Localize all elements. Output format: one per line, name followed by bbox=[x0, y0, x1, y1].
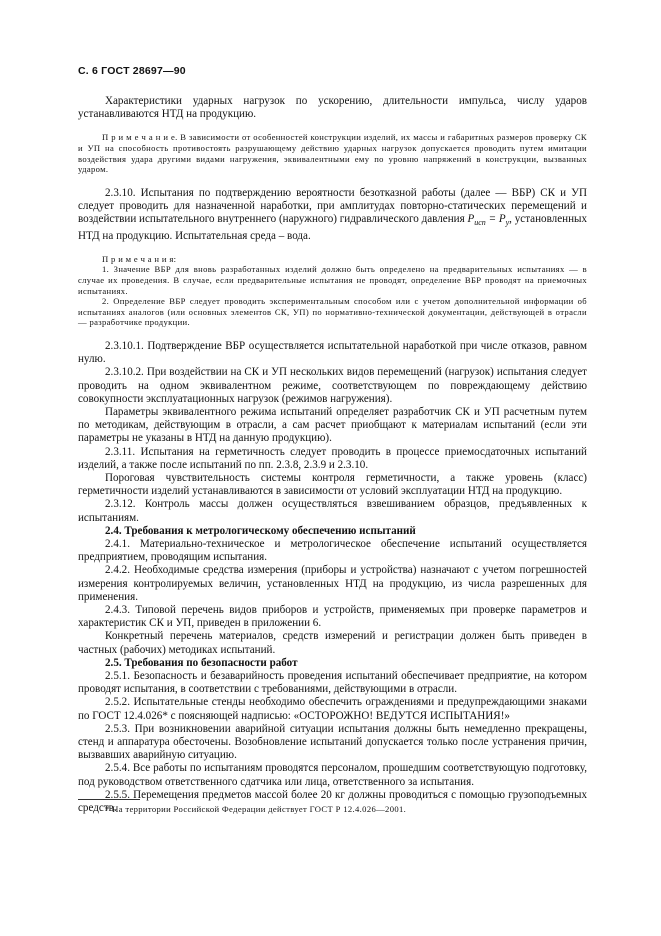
paragraph-2-4-3: 2.4.3. Типовой перечень видов приборов и устройств, применяемых при проверке параметров и характеристик СК и УП, приведен в приложении 6. bbox=[78, 604, 587, 630]
paragraph-2-3-12: 2.3.12. Контроль массы должен осуществляться взвешиванием образцов, предъявленных к испытаниям. bbox=[78, 498, 587, 524]
paragraph-equivalent-mode: Параметры эквивалентного режима испытаний определяет разработчик СК и УП расчетным путем по методикам, действующим в отрасли, а сам расчет приобщают к материалам испытаний (если эти параметры не указаны в НТД на данную продукцию). bbox=[78, 405, 587, 445]
section-heading-2-5: 2.5. Требования по безопасности работ bbox=[105, 656, 298, 669]
paragraph-2-3-10 bbox=[78, 187, 587, 243]
paragraph-2-4-1: 2.4.1. Материально-техническое и метрологическое обеспечение испытаний осуществляется предприятием, проводящим испытания. bbox=[78, 538, 587, 564]
note-impact-simulation: П р и м е ч а н и е. В зависимости от особенностей конструкции изделий, их массы и габаритных размеров проверку СК и УП на способность противостоять разрушающему действию ударных нагрузок допускается проводить путем имитации воздействия удара другими видами нагружения, эквивалентными ему по уровню напряжений в конструкции, вызванных ударом. bbox=[78, 132, 587, 175]
paragraph-2-5-1: 2.5.1. Безопасность и безаварийность проведения испытаний обеспечивает предприятие, на котором проводят испытания, в соответствии с требованиями, действующими в отрасли. bbox=[78, 670, 587, 696]
document-body bbox=[78, 95, 587, 815]
paragraph-2-5-5: 2.5.5. Перемещения предметов массой более 20 кг должны проводиться с помощью грузоподъемных средств. bbox=[78, 788, 587, 815]
paragraph-2-5-2: 2.5.2. Испытательные стенды необходимо обеспечить ограждениями и предупреждающими знаками по ГОСТ 12.4.026* с поясняющей надписью: «ОСТОРОЖНО! ВЕДУТСЯ ИСПЫТАНИЯ!» bbox=[78, 696, 587, 722]
paragraph-2-4-2: 2.4.2. Необходимые средства измерения (приборы и устройства) назначают с учетом погрешностей измерения контролируемых величин, установленных НТД на продукцию, из числа разрешенных для применения. bbox=[78, 564, 587, 603]
pressure-formula: $P_{исп} = P_у$ bbox=[467, 213, 510, 228]
section-heading-2-4: 2.4. Требования к метрологическому обеспечению испытаний bbox=[105, 524, 416, 537]
paragraph-concrete-list: Конкретный перечень материалов, средств измерений и регистрации должен быть приведен в частных (рабочих) методиках испытаний. bbox=[78, 630, 587, 656]
paragraph-2-5-3: 2.5.3. При возникновении аварийной ситуации испытания должны быть немедленно прекращены, стенд и аппаратура обесточены. Возобновление испытаний допускается только после устранения причин, вызвавших аварийную ситуацию. bbox=[78, 722, 587, 762]
paragraph-2-3-11: 2.3.11. Испытания на герметичность следует проводить в процессе приемосдаточных испытаний изделий, а также после испытаний по пп. 2.3.8, 2.3.9 и 2.3.10. bbox=[78, 445, 587, 471]
note-vbr-1: 1. Значение ВБР для вновь разработанных изделий должно быть определено на предварительных испытаниях — в случае их проведения. В случае, если предварительные испытания не проводят, определение ВБР проводят на приемочных испытаниях. bbox=[78, 264, 587, 296]
paragraph-2-3-10-2: 2.3.10.2. При воздействии на СК и УП нескольких видов перемещений (нагрузок) испытания следует проводить на одном эквивалентном режиме, соответствующем по повреждающему действию совокупности эксплуатационных нагрузок (режимов нагружения). bbox=[78, 366, 587, 405]
notes-title: П р и м е ч а н и я: bbox=[102, 253, 177, 264]
footnote: * На территории Российской Федерации действует ГОСТ Р 12.4.026—2001. bbox=[105, 804, 407, 814]
page-header: С. 6 ГОСТ 28697—90 bbox=[78, 65, 186, 77]
paragraph-2-3-10-tail: , установленных НТД на продукцию. Испытательная среда – вода. bbox=[78, 213, 588, 242]
paragraph-2-5-4: 2.5.4. Все работы по испытаниям проводятся персоналом, прошедшим соответствующую подготовку, под руководством ответственного сдатчика или лица, ответственного за испытания. bbox=[78, 762, 587, 788]
paragraph-leak-sensitivity: Пороговая чувствительность системы контроля герметичности, а также уровень (класс) герметичности изделий устанавливаются в зависимости от условий эксплуатации НТД на продукцию. bbox=[78, 472, 587, 498]
footnote-divider bbox=[78, 799, 140, 800]
paragraph-impact-characteristics: Характеристики ударных нагрузок по ускорению, длительности импульса, числу ударов устанавливаются НТД на продукцию. bbox=[78, 95, 587, 121]
paragraph-2-3-10-text: 2.3.10. Испытания по подтверждению вероятности безотказной работы (далее — ВБР) СК и УП следует проводить для назначенной наработки, при амплитудах повторно-статических перемещений и воздействии испытательного внутреннего (наружного) гидравлического давления bbox=[78, 186, 587, 226]
note-vbr-2: 2. Определение ВБР следует проводить экспериментальным способом или с учетом дополнительной информации об испытаниях аналогов (или основных элементов СК, УП) по нормативно-технической документации, действующей в отрасли — разработчике продукции. bbox=[78, 296, 587, 328]
paragraph-2-3-10-1: 2.3.10.1. Подтверждение ВБР осуществляется испытательной наработкой при числе отказов, равном нулю. bbox=[78, 339, 587, 366]
